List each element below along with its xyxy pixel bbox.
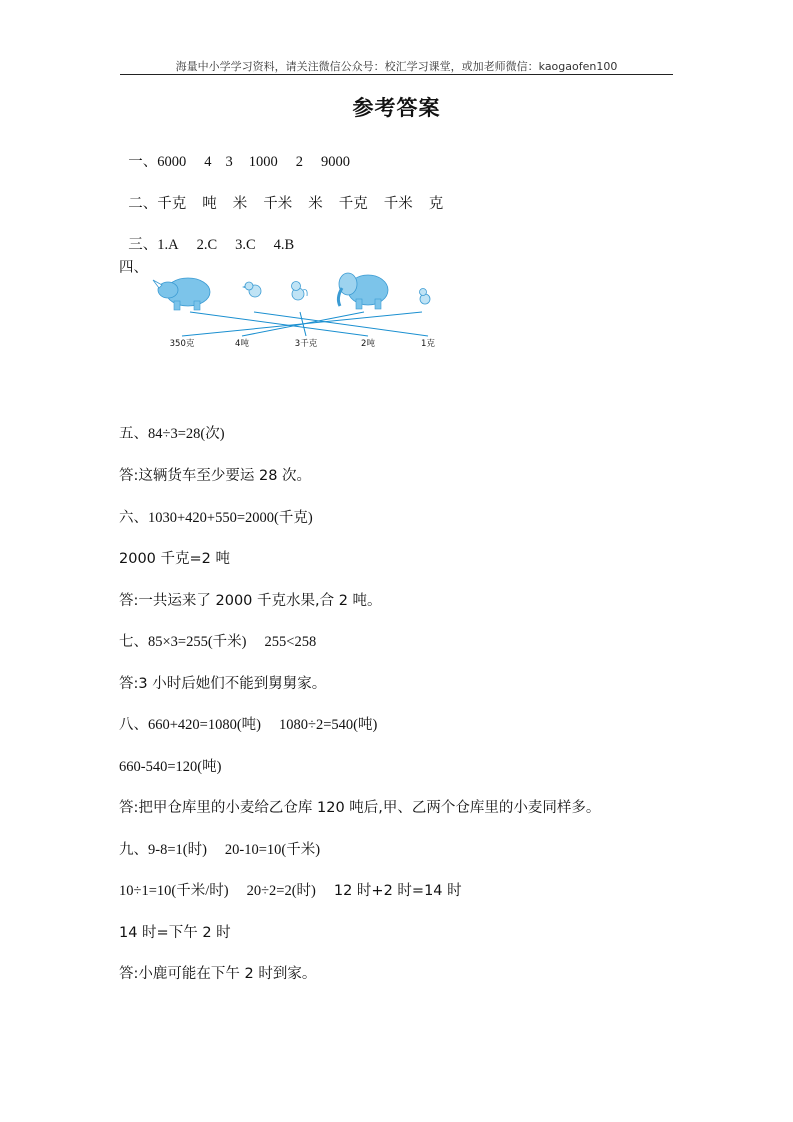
section-7-calc (119, 632, 316, 652)
page-header: 海量中小学学习资料，请关注微信公众号：校汇学习课堂，或加老师微信：kaogaofen100 (175, 60, 618, 73)
section-8-answer: 答:把甲仓库里的小麦给乙仓库 120 吨后,甲、乙两个仓库里的小麦同样多。 (119, 800, 601, 816)
answer-item: 1.A (157, 237, 179, 253)
header-divider (120, 74, 673, 75)
section-5-label: 五、 (119, 426, 148, 442)
chick-icon (242, 282, 261, 297)
answer-item: 米 (232, 196, 248, 212)
weight-label: 2吨 (361, 339, 375, 349)
answer-item: 9000 (320, 154, 350, 170)
section-3 (119, 215, 294, 255)
answer-item: 6000 (157, 154, 187, 170)
weight-label: 3千克 (294, 339, 318, 349)
section-5-answer: 答:这辆货车至少要运 28 次。 (119, 468, 312, 484)
section-8-calc (119, 715, 377, 735)
section-2 (119, 174, 443, 214)
weight-label: 4吨 (235, 339, 249, 349)
section-6-calc (119, 508, 313, 528)
calculation: 20÷2=2(时) (246, 883, 316, 899)
answer-item: 4 (204, 154, 212, 170)
page-title: 参考答案 (352, 96, 441, 120)
calculation: 84÷3=28(次) (148, 426, 225, 442)
calculation: 10÷1=10(千米/时) (119, 883, 229, 899)
section-7-label: 七、 (119, 634, 148, 650)
section-9-answer: 答:小鹿可能在下午 2 时到家。 (119, 966, 317, 982)
answer-item: 千克 (157, 196, 187, 212)
answer-item: 4.B (273, 237, 295, 253)
answer-item: 千米 (263, 196, 293, 212)
calculation: 1030+420+550=2000(千克) (148, 510, 313, 526)
answer-item: 千米 (383, 196, 413, 212)
answer-item: 米 (308, 196, 323, 212)
answer-item: 2.C (196, 237, 218, 253)
section-2-label: 二、 (128, 196, 158, 212)
answer-item: 吨 (202, 196, 217, 212)
calculation: 85×3=255(千米) (148, 634, 247, 650)
section-5-calc (119, 424, 225, 444)
section-3-label: 三、 (128, 237, 158, 253)
calculation: 12 时+2 时=14 时 (333, 883, 462, 899)
matching-diagram (150, 266, 450, 356)
answer-item: 2 (295, 154, 303, 170)
elephant-icon (338, 273, 388, 309)
section-9-calc (119, 840, 320, 860)
section-8-label: 八、 (119, 717, 148, 733)
calculation: 1080÷2=540(吨) (279, 717, 378, 733)
answer-item: 3 (225, 154, 233, 170)
answer-item: 1000 (248, 154, 278, 170)
answer-item: 千克 (338, 196, 368, 212)
answer-item: 3.C (235, 237, 256, 253)
section-8-calc3: 660-540=120(吨) (119, 759, 222, 775)
section-9-label: 九、 (119, 842, 148, 858)
section-6-answer: 答:一共运来了 2000 千克水果,合 2 吨。 (119, 593, 382, 609)
calculation: 9-8=1(时) (148, 842, 207, 858)
weight-label: 350克 (169, 339, 195, 349)
section-7-answer: 答:3 小时后她们不能到舅舅家。 (119, 676, 327, 692)
calculation: 660+420=1080(吨) (148, 717, 262, 733)
section-1-label: 一、 (128, 154, 158, 170)
section-1 (119, 132, 350, 172)
answer-item: 克 (428, 196, 444, 212)
section-4-label: 四、 (119, 260, 148, 276)
weight-label: 1克 (421, 339, 435, 349)
match-lines (182, 312, 428, 336)
comparison: 255<258 (264, 634, 317, 650)
section-6-label: 六、 (119, 510, 148, 526)
section-9-calc-row2 (119, 881, 462, 901)
bird-icon (292, 282, 308, 301)
calculation: 20-10=10(千米) (224, 842, 321, 858)
section-6-convert: 2000 千克=2 吨 (119, 551, 230, 567)
rhino-icon (153, 278, 210, 310)
section-9-calc6: 14 时=下午 2 时 (119, 925, 231, 941)
small-bird-icon (420, 289, 431, 305)
